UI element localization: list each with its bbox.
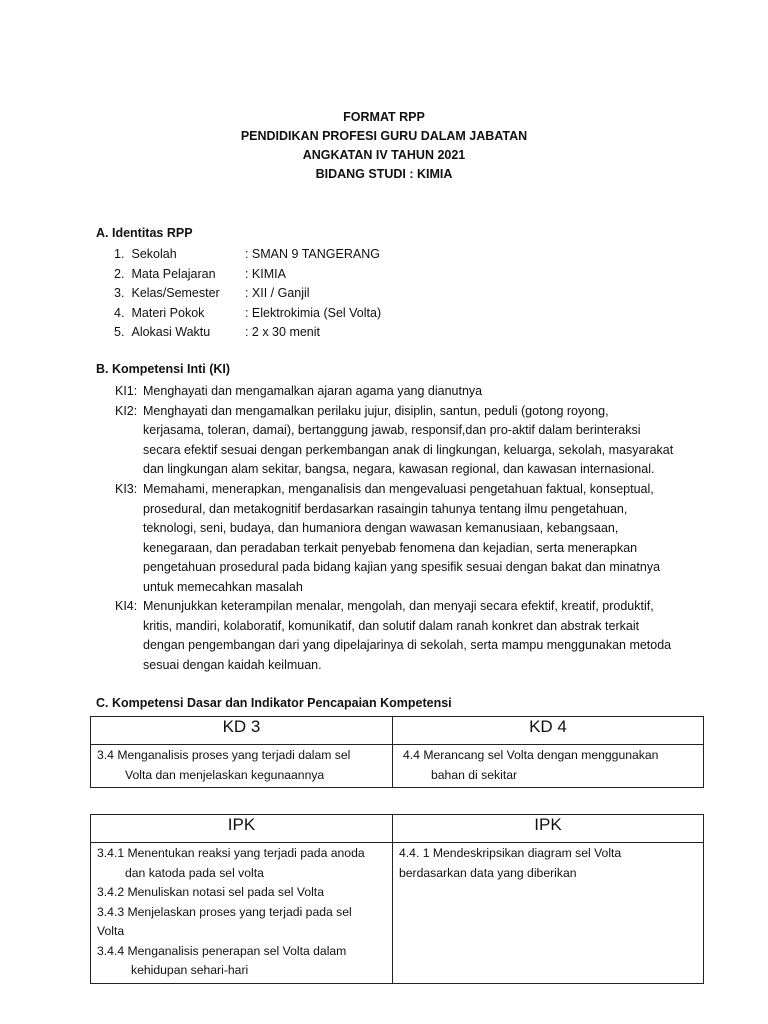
identity-num: 5.	[114, 325, 125, 339]
ki2-line: kerjasama, toleran, damai), bertanggung jawab, responsif,dan pro-aktif dalam berinteraksi	[143, 423, 641, 437]
document-header	[0, 108, 768, 184]
section-a-title: A. Identitas RPP	[96, 226, 193, 240]
ipk-left-line: kehidupan sehari-hari	[131, 963, 249, 977]
kd3-cell	[91, 745, 393, 788]
ipk-right-line: berdasarkan data yang diberikan	[399, 865, 577, 880]
ki4-line: sesuai dengan kaidah keilmuan.	[143, 657, 322, 672]
kd3-line: Volta dan menjelaskan kegunaannya	[125, 767, 325, 782]
ipk-left-line: Volta	[97, 924, 125, 938]
identity-label: Sekolah	[131, 247, 177, 261]
kd4-cell	[393, 745, 704, 788]
identity-label: Materi Pokok	[131, 305, 205, 320]
ipk-table	[90, 814, 704, 984]
identity-label: Alokasi Waktu	[131, 325, 211, 339]
ki4-line: dengan pengembangan dari yang dipelajarinya di sekolah, serta mampu menggunakan metoda	[143, 638, 672, 652]
header-line-3: ANGKATAN IV TAHUN 2021	[302, 148, 466, 162]
identity-row	[114, 265, 286, 285]
ki3-line: untuk memecahkan masalah	[143, 579, 303, 594]
header-line-1: FORMAT RPP	[343, 110, 425, 124]
ipk-right-line: 4.4. 1 Mendeskripsikan diagram sel Volta	[399, 846, 622, 860]
identity-value: : 2 x 30 menit	[244, 325, 321, 339]
kd3-header: KD 3	[91, 717, 393, 745]
identity-row	[114, 323, 320, 343]
ki4-block	[115, 597, 705, 675]
identity-num: 2.	[114, 266, 125, 281]
identity-num: 1.	[114, 247, 125, 261]
ki4-line: Menunjukkan keterampilan menalar, mengolah, dan menyaji secara efektif, kreatif, produktif,	[143, 599, 654, 613]
ki3-line: Memahami, menerapkan, menganalisis dan mengevaluasi pengetahuan faktual, konseptual,	[143, 482, 654, 496]
ki1-code: KI1:	[115, 384, 138, 398]
ki4-code: KI4:	[115, 599, 138, 613]
ipk-left-line: 3.4.2 Menuliskan notasi sel pada sel Volta	[97, 885, 324, 899]
ki3-line: prosedural, dan metakognitif berdasarkan rasaingin tahunya tentang ilmu pengetahuan,	[143, 501, 628, 516]
identity-num: 3.	[114, 286, 125, 300]
ki3-line: pengetahuan prosedural pada bidang kajian yang spesifik sesuai dengan bakat dan minatnya	[143, 560, 661, 574]
identity-value: : Elektrokimia (Sel Volta)	[244, 305, 382, 320]
identity-value: : XII / Ganjil	[244, 286, 310, 300]
ki2-line: secara efektif sesuai dengan perkembangan anak di lingkungan, keluarga, sekolah, masyarakat	[143, 442, 674, 457]
ipk-header-right: IPK	[393, 815, 704, 843]
ki1-block	[115, 382, 705, 402]
identity-label: Mata Pelajaran	[131, 266, 216, 281]
ipk-left-cell	[91, 843, 393, 984]
ki2-line: Menghayati dan mengamalkan perilaku jujur, disiplin, santun, peduli (gotong royong,	[143, 403, 609, 418]
section-c-title: C. Kompetensi Dasar dan Indikator Pencapaian Kompetensi	[96, 696, 452, 710]
ipk-header-left: IPK	[91, 815, 393, 843]
ki2-code: KI2:	[115, 403, 138, 418]
ki3-line: kenegaraan, dan peradaban terkait penyebab fenomena dan kejadian, serta menerapkan	[143, 540, 638, 555]
ipk-left-line: 3.4.1 Menentukan reaksi yang terjadi pada anoda	[97, 846, 365, 860]
identity-label: Kelas/Semester	[131, 286, 220, 300]
ki3-code: KI3:	[115, 482, 138, 496]
kd-table	[90, 716, 704, 788]
ipk-left-line: 3.4.4 Menganalisis penerapan sel Volta dalam	[97, 943, 347, 958]
section-b-title: B. Kompetensi Inti (KI)	[96, 362, 231, 376]
ki4-line: kritis, mandiri, kolaboratif, komunikatif, dan solutif dalam ranah konkret dan abstrak terkait	[143, 618, 640, 633]
header-line-2: PENDIDIKAN PROFESI GURU DALAM JABATAN	[240, 129, 528, 143]
ki1-line: Menghayati dan mengamalkan ajaran agama yang dianutnya	[143, 384, 483, 398]
ki2-line: dan lingkungan alam sekitar, bangsa, negara, kawasan regional, dan kawasan internasional.	[143, 462, 655, 476]
kd4-line: bahan di sekitar	[431, 767, 518, 782]
ipk-right-cell	[393, 843, 704, 984]
ipk-left-line: dan katoda pada sel volta	[125, 865, 264, 880]
ki2-block	[115, 402, 705, 480]
identity-value: : KIMIA	[244, 266, 286, 281]
kd3-line: 3.4 Menganalisis proses yang terjadi dalam sel	[97, 748, 351, 762]
ki3-block	[115, 480, 705, 597]
header-line-4: BIDANG STUDI : KIMIA	[315, 167, 453, 181]
identity-row	[114, 284, 310, 304]
identity-num: 4.	[114, 305, 125, 320]
identity-value: : SMAN 9 TANGERANG	[244, 247, 380, 261]
ki3-line: teknologi, seni, budaya, dan humaniora dengan wawasan kemanusiaan, kebangsaan,	[143, 521, 619, 535]
kd4-line: 4.4 Merancang sel Volta dengan menggunakan	[403, 748, 659, 762]
ipk-left-line: 3.4.3 Menjelaskan proses yang terjadi pada sel	[97, 904, 352, 919]
kd4-header: KD 4	[393, 717, 704, 745]
identity-row	[114, 245, 380, 265]
identity-row	[114, 304, 381, 324]
